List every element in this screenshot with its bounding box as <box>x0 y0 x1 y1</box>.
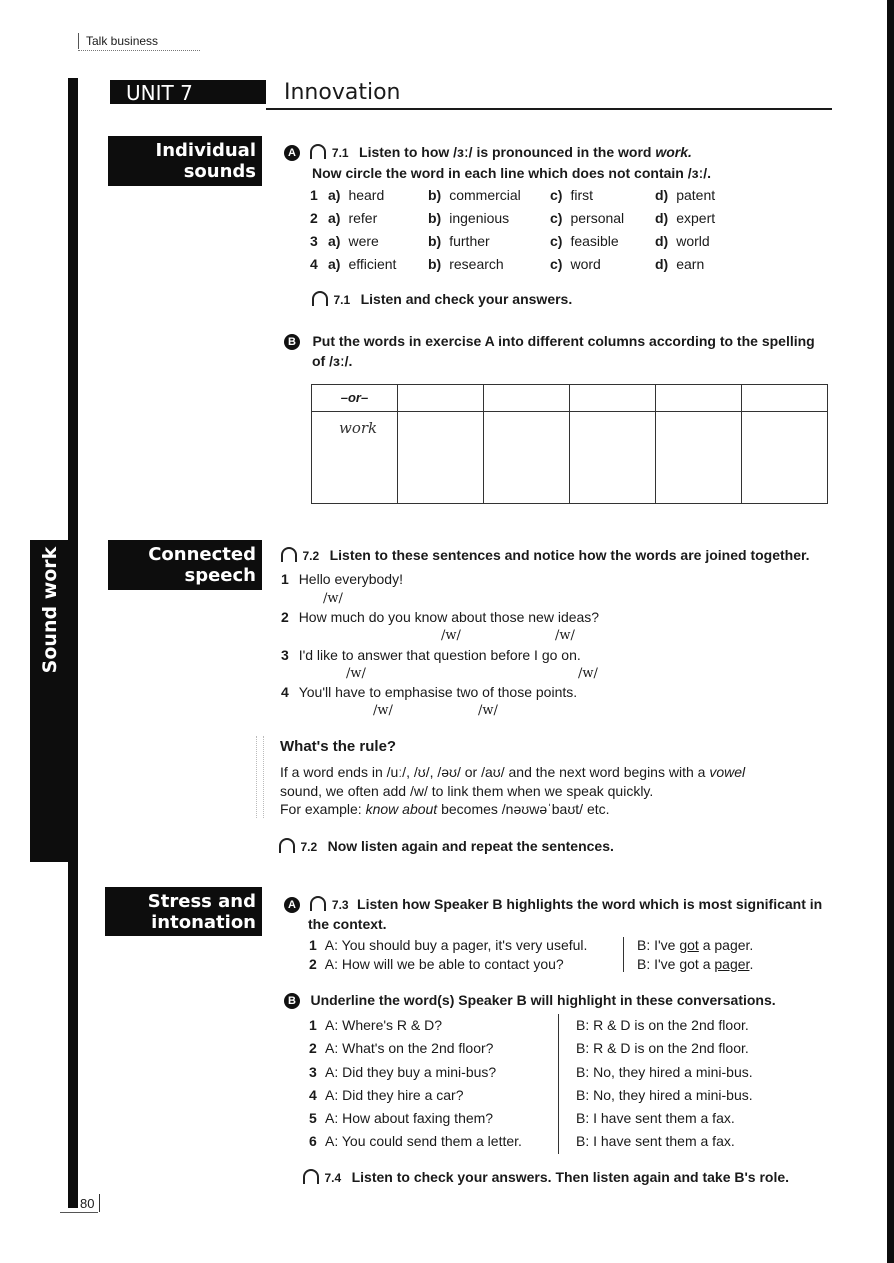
speaker-a-line: A: What's on the 2nd floor? <box>325 1040 494 1057</box>
option-letter: c) <box>550 187 563 203</box>
word-option[interactable] <box>655 256 704 272</box>
option-letter: b) <box>428 187 442 203</box>
option-letter: c) <box>550 233 563 249</box>
table-cell[interactable] <box>398 412 484 504</box>
stress-a-row-1: 1 A: You should buy a pager, it's very useful. <box>309 937 588 953</box>
option-letter: d) <box>655 233 669 249</box>
instruction: Now listen again and repeat the sentences. <box>327 838 614 854</box>
section-label-stress-intonation <box>105 887 262 936</box>
option-word: word <box>570 256 601 272</box>
header-rule-left <box>78 33 79 49</box>
rule-box-stripe <box>256 736 264 818</box>
stress-a-divider <box>623 937 624 972</box>
section-label-line: sounds <box>183 161 256 182</box>
page-number: 80 <box>80 1196 95 1211</box>
option-word: first <box>570 187 594 203</box>
word-option[interactable] <box>550 233 619 249</box>
word-option[interactable] <box>428 187 521 203</box>
word-option[interactable] <box>428 210 509 226</box>
page-number-bracket <box>99 1194 100 1212</box>
sentence-number: 1 <box>281 571 289 587</box>
rule-title: What's the rule? <box>280 738 397 755</box>
option-letter: c) <box>550 210 563 226</box>
speaker-b-line[interactable]: B: No, they hired a mini-bus. <box>576 1086 753 1103</box>
check-answers <box>312 291 572 309</box>
table-cell[interactable] <box>742 385 828 412</box>
example-word: work <box>339 419 378 437</box>
option-word: research <box>449 256 504 272</box>
instruction: Listen to how /ɜː/ is pronounced in the word work. <box>359 144 692 160</box>
final-instruction <box>303 1169 789 1187</box>
dialogue-row <box>309 1040 789 1063</box>
option-word: refer <box>348 210 378 226</box>
table-cell[interactable] <box>484 385 570 412</box>
sentence-number: 4 <box>281 684 289 700</box>
stress-a-row-2-b: B: I've got a pager. <box>637 956 754 972</box>
connected-instruction <box>281 547 810 565</box>
word-option[interactable] <box>550 187 593 203</box>
table-cell[interactable] <box>656 412 742 504</box>
instruction-line2: of /ɜː/. <box>312 353 353 369</box>
option-word: heard <box>348 187 385 203</box>
row-number: 1 <box>310 187 318 203</box>
word-option[interactable] <box>328 233 379 249</box>
instruction-line2: Now circle the word in each line which does not contain /ɜː/. <box>312 165 712 181</box>
track-number: 7.2 <box>300 840 318 854</box>
link-marker: /w/ <box>441 628 461 643</box>
section-label-connected-speech <box>108 540 262 590</box>
word-option[interactable] <box>655 187 715 203</box>
sentence-3 <box>281 647 581 663</box>
speaker-a-line: A: Did they hire a car? <box>325 1086 464 1103</box>
side-tab-label: Sound work <box>39 546 61 674</box>
sentence-number: 3 <box>281 647 289 663</box>
exercise-b-marker: B <box>284 334 300 350</box>
dialogue-row <box>309 1017 789 1040</box>
speaker-b-line[interactable]: B: I have sent them a fax. <box>576 1110 735 1127</box>
header-underline <box>78 50 200 51</box>
row-number: 1 <box>309 1017 317 1033</box>
exercise-a <box>284 144 844 181</box>
speaker-b-line[interactable]: B: No, they hired a mini-bus. <box>576 1063 753 1080</box>
link-marker: /w/ <box>323 591 343 606</box>
header-book-title: Talk business <box>86 34 159 48</box>
row-number: 2 <box>309 1040 317 1057</box>
dialogue-row <box>309 1087 789 1110</box>
table-cell[interactable] <box>312 412 398 504</box>
sentence-2 <box>281 609 599 625</box>
option-word: personal <box>570 210 625 226</box>
row-number: 6 <box>309 1133 317 1150</box>
instruction: Listen to check your answers. Then listen again and take B's role. <box>351 1169 790 1185</box>
section-label-line: intonation <box>151 912 256 933</box>
sentence-text: I'd like to answer that question before I go on. <box>298 647 581 663</box>
side-tab-sound-work <box>30 540 70 862</box>
audio-icon[interactable] <box>310 896 326 911</box>
word-option[interactable] <box>328 210 377 226</box>
word-option[interactable] <box>550 256 601 272</box>
section-label-individual-sounds <box>108 136 262 186</box>
rule-line-2: sound, we often add /w/ to link them when we speak quickly. <box>280 783 654 799</box>
sentence-4 <box>281 684 577 700</box>
table-cell[interactable] <box>570 412 656 504</box>
row-number: 3 <box>310 233 318 249</box>
rule-line-3: For example: know about becomes /nəʊwəˈbaʊt/ etc. <box>280 801 610 817</box>
row-number: 3 <box>309 1063 317 1080</box>
sentence-text: Hello everybody! <box>298 571 403 587</box>
audio-icon[interactable] <box>279 838 295 853</box>
track-number: 7.2 <box>302 549 320 563</box>
table-cell[interactable] <box>398 385 484 412</box>
table-cell[interactable] <box>742 412 828 504</box>
option-letter: a) <box>328 210 341 226</box>
sentence-1 <box>281 571 403 587</box>
unit-badge <box>110 80 266 104</box>
repeat-instruction <box>279 838 614 856</box>
table-cell[interactable] <box>570 385 656 412</box>
word-option[interactable] <box>550 210 624 226</box>
word-option[interactable] <box>328 187 384 203</box>
word-option[interactable] <box>428 233 490 249</box>
option-word: feasible <box>570 233 619 249</box>
word-option[interactable] <box>655 210 715 226</box>
stress-a-row-1-b: B: I've got a pager. <box>637 937 754 953</box>
speaker-b-line[interactable]: B: I have sent them a fax. <box>576 1133 735 1150</box>
word-row <box>310 256 740 279</box>
option-letter: c) <box>550 256 563 272</box>
sentence-text: You'll have to emphasise two of those points. <box>298 684 578 700</box>
instruction: Underline the word(s) Speaker B will highlight in these conversations. <box>310 992 776 1008</box>
option-word: earn <box>676 256 705 272</box>
audio-icon[interactable] <box>312 291 328 306</box>
option-letter: a) <box>328 256 341 272</box>
check-text: Listen and check your answers. <box>360 291 573 307</box>
word-row <box>310 233 740 256</box>
word-option[interactable] <box>655 233 710 249</box>
exercise-a-marker: A <box>284 897 300 913</box>
word-row <box>310 210 740 233</box>
instruction-line2: the context. <box>308 916 387 932</box>
row-number: 4 <box>309 1086 317 1103</box>
track-number: 7.1 <box>333 293 351 307</box>
audio-icon[interactable] <box>281 547 297 562</box>
word-option[interactable] <box>428 256 504 272</box>
link-marker: /w/ <box>555 628 575 643</box>
exercise-a-marker: A <box>284 145 300 161</box>
option-word: ingenious <box>449 210 510 226</box>
option-word: expert <box>676 210 716 226</box>
dialogue-row <box>309 1110 789 1133</box>
link-marker: /w/ <box>346 666 366 681</box>
option-letter: b) <box>428 233 442 249</box>
dialogue-row <box>309 1064 789 1087</box>
option-letter: a) <box>328 187 341 203</box>
stress-a-row-2: 2 A: How will we be able to contact you? <box>309 956 564 972</box>
stress-exercise-a <box>284 896 844 932</box>
option-word: were <box>348 233 379 249</box>
table-header-cell: –or– <box>312 385 398 412</box>
option-word: world <box>676 233 710 249</box>
option-letter: a) <box>328 233 341 249</box>
section-label-line: Stress and <box>147 891 256 912</box>
exercise-b-marker: B <box>284 993 300 1009</box>
speaker-a-line: A: How about faxing them? <box>325 1110 494 1127</box>
speaker-a-line: A: Where's R & D? <box>325 1017 443 1033</box>
option-word: patent <box>676 187 716 203</box>
word-grid <box>310 187 740 279</box>
instruction: Put the words in exercise A into different columns according to the spelling <box>312 333 815 349</box>
section-label-line: speech <box>184 565 256 586</box>
spelling-table <box>311 384 828 504</box>
track-number: 7.4 <box>324 1171 342 1185</box>
option-letter: d) <box>655 187 669 203</box>
table-cell[interactable] <box>656 385 742 412</box>
option-letter: b) <box>428 210 442 226</box>
option-word: efficient <box>348 256 397 272</box>
option-letter: d) <box>655 210 669 226</box>
instruction: Listen how Speaker B highlights the word which is most significant in <box>357 896 823 912</box>
table-cell[interactable] <box>484 412 570 504</box>
sentence-number: 2 <box>281 609 289 625</box>
word-option[interactable] <box>328 256 396 272</box>
link-marker: /w/ <box>478 703 498 718</box>
word-row <box>310 187 740 210</box>
speaker-b-line[interactable]: B: R & D is on the 2nd floor. <box>576 1040 749 1057</box>
speaker-a-line: A: You could send them a letter. <box>325 1133 522 1150</box>
option-word: commercial <box>449 187 521 203</box>
row-number: 5 <box>309 1110 317 1127</box>
stress-exercise-b <box>284 992 776 1010</box>
sentence-text: How much do you know about those new ideas? <box>298 609 600 625</box>
dialogue-row <box>309 1133 789 1156</box>
row-number: 4 <box>310 256 318 272</box>
instruction: Listen to these sentences and notice how the words are joined together. <box>329 547 810 563</box>
track-number: 7.1 <box>331 146 349 160</box>
option-word: further <box>449 233 490 249</box>
row-number: 2 <box>310 210 318 226</box>
option-letter: d) <box>655 256 669 272</box>
section-label-line: Connected <box>148 544 256 565</box>
audio-icon[interactable] <box>303 1169 319 1184</box>
page-number-rule <box>60 1212 98 1213</box>
speaker-b-line[interactable]: B: R & D is on the 2nd floor. <box>576 1017 749 1033</box>
exercise-b <box>284 333 844 369</box>
unit-title-rule <box>266 108 832 110</box>
section-label-line: Individual <box>155 140 256 161</box>
link-marker: /w/ <box>578 666 598 681</box>
track-number: 7.3 <box>331 898 349 912</box>
right-edge-bar <box>887 0 894 1263</box>
link-marker: /w/ <box>373 703 393 718</box>
stress-b-rows <box>309 1017 789 1157</box>
rule-line-1: If a word ends in /uː/, /ʊ/, /əʊ/ or /aʊ/ and the next word begins with a vowel <box>280 764 746 780</box>
speaker-a-line: A: Did they buy a mini-bus? <box>325 1063 497 1080</box>
option-letter: b) <box>428 256 442 272</box>
unit-title: Innovation <box>284 80 401 105</box>
unit-label: UNIT 7 <box>126 81 193 105</box>
audio-icon[interactable] <box>310 144 326 159</box>
